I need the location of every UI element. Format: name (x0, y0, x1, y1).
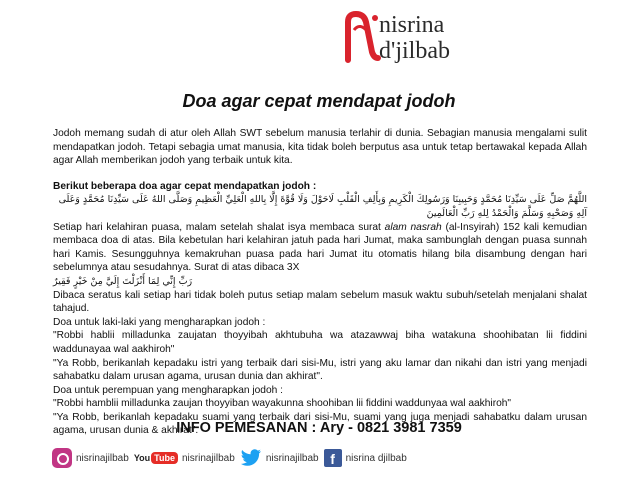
order-info: INFO PEMESANAN : Ary - 0821 3981 7359 (176, 420, 462, 436)
intro-paragraph: Jodoh memang sudah di atur oleh Allah SWT sebelum manusia terlahir di dunia. Sebagian manusia mengalami sulit mendapatkan jodoh. Tetapi sebagia umat manusia, kita tidak boleh berputus asa untuk tetap bertawakal kepada Allah agar Allah memberikan jodoh yang terbaik untuk kita. (53, 128, 587, 167)
instagram-handle: nisrinajilbab (76, 452, 129, 464)
arabic-prayer-2: رَبِّ إِنِّي لِمَا أَنْزَلْتَ إِلَيَّ مِنْ خَيْرٍ فَقِيرٌ (53, 275, 193, 287)
page-title: Doa agar cepat mendapat jodoh (182, 91, 456, 111)
instagram-link[interactable] (52, 448, 129, 468)
facebook-icon: f (324, 449, 342, 467)
paragraph-2-text-b: (al-Insyirah) 152 kali kemudian membaca doa di atas. Bila kebetulan hari kelahiran jatuh pada hari Jumat, maka sambunglah dengan puasa sunnah hari Kamis. Sesungguhnya kemakruhan puasa pada hari Jumat itu otomatis hilang bila disambung dengan hari sebelumnya atau sesudahnya. Surat di atas dibaca 3X (53, 221, 588, 274)
brand-logo (342, 8, 492, 68)
surat-name: alam nasrah (384, 221, 442, 233)
youtube-link[interactable] (134, 452, 235, 464)
arabic-prayer-1: اللَّهُمَّ صَلِّ عَلَى سَيِّدِنَا مُحَمَّدٍ وَحَبِيبِنَا وَرَسُولِكَ الْكَرِيمِ وَبِأَلِفِ الْقَلْبِ لَاحَوْلَ وَلَا قُوَّةَ إِلَّا بِاللهِ الْعَلِيِّ الْعَظِيمِ وَصَلَّى اللهُ عَلَى سَيِّدِنَا مُحَمَّدٍ وَعَلَى آلِهِ وَصَحْبِهِ وَسَلَّمَ وَالْحَمْدُ لِلهِ رَبِّ الْعَالَمِينَ (58, 194, 587, 219)
instagram-icon (52, 448, 72, 468)
paragraph-4: Doa untuk laki-laki yang mengharapkan jodoh : (53, 316, 266, 328)
facebook-handle: nisrina djilbab (345, 452, 407, 464)
paragraph-3: Dibaca seratus kali setiap hari tidak boleh putus setiap malam sebelum masuk waktu subuh/setelah menjalani shalat tahajud. (53, 289, 587, 315)
social-bar (52, 443, 592, 473)
twitter-bird-icon (240, 449, 262, 467)
article-body (53, 127, 587, 438)
youtube-handle: nisrinajilbab (182, 452, 235, 464)
youtube-logo-you: You (133, 453, 151, 463)
facebook-link[interactable] (324, 449, 407, 467)
paragraph-9: "Ya Robb, berikanlah kepadaku suami yang terbaik dari sisi-Mu, suami yang juga menjadi sahabatku dalam urusan agama, urusan dunia & akhirat". (53, 411, 587, 437)
twitter-link[interactable] (240, 449, 319, 467)
paragraph-7: Doa untuk perempuan yang mengharapkan jodoh : (53, 384, 283, 396)
paragraph-8: "Robbi hamblii milladunka zaujan thoyyiban wayakunna shoohiban lii fiddini waddunyaa wal aakhiroh" (53, 398, 512, 410)
youtube-logo-tube: Tube (151, 452, 178, 464)
twitter-handle: nisrinajilbab (265, 452, 319, 464)
paragraph-2-text-a: Setiap hari kelahiran puasa, malam setelah shalat isya membaca surat (53, 221, 385, 233)
youtube-icon (134, 452, 178, 464)
paragraph-2 (53, 221, 587, 275)
brand-name-line1: nisrina (379, 12, 445, 38)
brand-name-line2: d'jilbab (379, 38, 450, 64)
nisrina-logo-icon (342, 8, 382, 66)
list-heading: Berikut beberapa doa agar cepat mendapatkan jodoh : (53, 180, 317, 192)
paragraph-6: "Ya Robb, berikanlah kepadaku istri yang terbaik dari sisi-Mu, istri yang aku lamar dan nikahi dan istri yang menjadi sahabatku dalam urusan agama, urusan dunia dan akhirat". (53, 357, 587, 383)
paragraph-5: "Robbi hablii milladunka zaujatan thoyyibah akhtubuha wa atazawwaj biha watakuna shoohibatan lii fiddini waddunayaa wal aakhiroh" (53, 330, 587, 355)
